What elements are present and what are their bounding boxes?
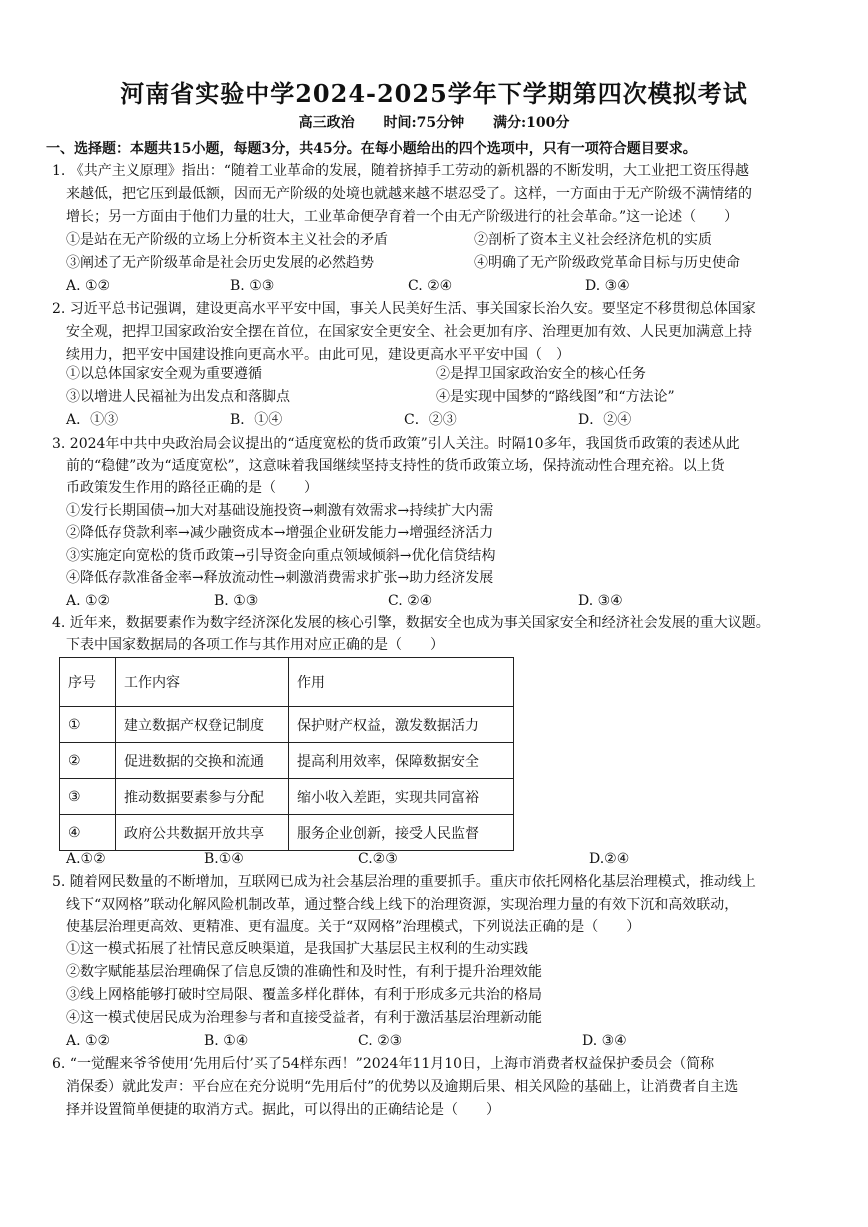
table-cell: ④ bbox=[60, 815, 116, 851]
q6-stem-line: 6. “一觉醒来爷爷使用‘先用后付’买了54样东西！”2024年11月10日，上海市消费者权益保护委员会（简称 bbox=[52, 1056, 715, 1072]
q2-option-a[interactable]: A．①③ bbox=[66, 412, 119, 428]
q2-statement-3: ③以增进人民福祉为出发点和落脚点 bbox=[66, 389, 290, 405]
q5-stem-line: 使基层治理更高效、更精准、更有温度。关于“双网格”治理模式，下列说法正确的是（ ） bbox=[66, 919, 641, 935]
table-cell: 提高利用效率，保障数据安全 bbox=[289, 743, 514, 779]
q3-option-c[interactable]: C. ②④ bbox=[388, 593, 433, 609]
q3-statement-4: ④降低存款准备金率→释放流动性→刺激消费需求扩张→助力经济发展 bbox=[66, 570, 494, 586]
q5-stem-line: 5. 随着网民数量的不断增加，互联网已成为社会基层治理的重要抓手。重庆市依托网格化基层治理模式，推动线上 bbox=[52, 874, 756, 890]
table-row bbox=[60, 815, 514, 851]
q4-option-b[interactable]: B.①④ bbox=[204, 851, 244, 867]
q3-statement-2: ②降低存贷款利率→减少融资成本→增强企业研发能力→增强经济活力 bbox=[66, 525, 494, 541]
section-heading: 一、选择题：本题共15小题，每题3分，共45分。在每小题给出的四个选项中，只有一项符合题目要求。 bbox=[46, 141, 697, 157]
table-cell: ① bbox=[60, 707, 116, 743]
q4-stem-line: 4. 近年来，数据要素作为数字经济深化发展的核心引擎，数据安全也成为事关国家安全和经济社会发展的重大议题。 bbox=[52, 615, 770, 631]
table-cell: 推动数据要素参与分配 bbox=[116, 779, 289, 815]
q1-stem-line: 增长；另一方面由于他们力量的壮大，工业革命便孕育着一个由无产阶级进行的社会革命。”这一论述（ ） bbox=[66, 209, 739, 225]
q3-option-a[interactable]: A. ①② bbox=[66, 593, 111, 609]
q2-statement-1: ①以总体国家安全观为重要遵循 bbox=[66, 366, 262, 382]
q3-option-b[interactable]: B. ①③ bbox=[214, 593, 259, 609]
q5-option-a[interactable]: A. ①② bbox=[66, 1033, 111, 1049]
q5-option-c[interactable]: C. ②③ bbox=[358, 1033, 403, 1049]
time-label: 时间:75分钟 bbox=[383, 115, 465, 131]
q3-stem-line: 3. 2024年中共中央政治局会议提出的“适度宽松的货币政策”引人关注。时隔10多年，我国货币政策的表述从此 bbox=[52, 436, 740, 452]
exam-info bbox=[0, 112, 868, 132]
q1-option-b[interactable]: B. ①③ bbox=[230, 278, 275, 294]
q3-stem-line: 币政策发生作用的路径正确的是（ ） bbox=[66, 480, 318, 496]
q2-option-d[interactable]: D．②④ bbox=[578, 412, 632, 428]
q5-option-d[interactable]: D. ③④ bbox=[582, 1033, 627, 1049]
q1-option-d[interactable]: D. ③④ bbox=[585, 278, 630, 294]
table-cell: 促进数据的交换和流通 bbox=[116, 743, 289, 779]
table-cell: 服务企业创新，接受人民监督 bbox=[289, 815, 514, 851]
q3-stem-line: 前的“稳健”改为“适度宽松”，这意味着我国继续坚持支持性的货币政策立场，保持流动性合理充裕。以上货 bbox=[66, 458, 725, 474]
table-cell: 保护财产权益，激发数据活力 bbox=[289, 707, 514, 743]
q2-stem-line: 2. 习近平总书记强调，建设更高水平平安中国，事关人民美好生活、事关国家长治久安。要坚定不移贯彻总体国家 bbox=[52, 301, 756, 317]
q4-stem-line: 下表中国家数据局的各项工作与其作用对应正确的是（ ） bbox=[66, 637, 444, 653]
q5-stem-line: 线下“双网格”联动化解风险机制改革，通过整合线上线下的治理资源，实现治理力量的有效下沉和高效联动， bbox=[66, 897, 739, 913]
q3-statement-3: ③实施定向宽松的货币政策→引导资金向重点领域倾斜→优化信贷结构 bbox=[66, 548, 496, 564]
q3-statement-1: ①发行长期国债→加大对基础设施投资→刺激有效需求→持续扩大内需 bbox=[66, 503, 494, 519]
table-cell: ② bbox=[60, 743, 116, 779]
q2-statement-4: ④是实现中国梦的“路线图”和“方法论” bbox=[436, 389, 675, 405]
q1-option-c[interactable]: C. ②④ bbox=[408, 278, 453, 294]
table-cell: 缩小收入差距，实现共同富裕 bbox=[289, 779, 514, 815]
q5-statement-1: ①这一模式拓展了社情民意反映渠道，是我国扩大基层民主权利的生动实践 bbox=[66, 941, 528, 957]
q5-statement-3: ③线上网格能够打破时空局限、覆盖多样化群体，有利于形成多元共治的格局 bbox=[66, 987, 542, 1003]
table-cell: ③ bbox=[60, 779, 116, 815]
table-cell: 建立数据产权登记制度 bbox=[116, 707, 289, 743]
table-row bbox=[60, 743, 514, 779]
table-header-cell: 工作内容 bbox=[116, 658, 289, 707]
q2-option-c[interactable]: C．②③ bbox=[404, 412, 457, 428]
data-bureau-table bbox=[59, 657, 514, 851]
table-header-row bbox=[60, 658, 514, 707]
q4-option-d[interactable]: D.②④ bbox=[589, 851, 630, 867]
q6-stem-line: 消保委）就此发声：平台应在充分说明“先用后付”的优势以及逾期后果、相关风险的基础上，让消费者自主选 bbox=[66, 1079, 739, 1095]
q1-statement-2: ②剖析了资本主义社会经济危机的实质 bbox=[474, 232, 712, 248]
q2-stem-line: 续用力，把平安中国建设推向更高水平。由此可见，建设更高水平平安中国（ ） bbox=[66, 347, 570, 363]
q5-statement-4: ④这一模式使居民成为治理参与者和直接受益者，有利于激活基层治理新动能 bbox=[66, 1010, 542, 1026]
q2-stem-line: 安全观，把捍卫国家政治安全摆在首位，在国家安全更安全、社会更加有序、治理更加有效、人民更加满意上持 bbox=[66, 324, 752, 340]
table-cell: 政府公共数据开放共享 bbox=[116, 815, 289, 851]
q2-option-b[interactable]: B．①④ bbox=[230, 412, 283, 428]
score-label: 满分:100分 bbox=[493, 115, 570, 131]
q1-statement-3: ③阐述了无产阶级革命是社会历史发展的必然趋势 bbox=[66, 255, 374, 271]
q1-statement-1: ①是站在无产阶级的立场上分析资本主义社会的矛盾 bbox=[66, 232, 388, 248]
q5-option-b[interactable]: B. ①④ bbox=[204, 1033, 249, 1049]
table-row bbox=[60, 779, 514, 815]
q5-statement-2: ②数字赋能基层治理确保了信息反馈的准确性和及时性，有利于提升治理效能 bbox=[66, 964, 542, 980]
q1-statement-4: ④明确了无产阶级政党革命目标与历史使命 bbox=[474, 255, 740, 271]
q2-statement-2: ②是捍卫国家政治安全的核心任务 bbox=[436, 366, 646, 382]
q4-option-a[interactable]: A.①② bbox=[66, 851, 106, 867]
table-header-cell: 序号 bbox=[60, 658, 116, 707]
table-row bbox=[60, 707, 514, 743]
q1-option-a[interactable]: A. ①② bbox=[66, 278, 111, 294]
q6-stem-line: 择并设置简单便捷的取消方式。据此，可以得出的正确结论是（ ） bbox=[66, 1102, 500, 1118]
table-header-cell: 作用 bbox=[289, 658, 514, 707]
q1-stem-line: 来越低，把它压到最低额，因而无产阶级的处境也就越来越不堪忍受了。这样，一方面由于无产阶级不满情绪的 bbox=[66, 186, 752, 202]
subject-label: 高三政治 bbox=[298, 115, 355, 131]
q1-stem-line: 1. 《共产主义原理》指出：“随着工业革命的发展，随着挤掉手工劳动的新机器的不断发明，大工业把工资压得越 bbox=[52, 163, 749, 179]
q4-option-c[interactable]: C.②③ bbox=[358, 851, 398, 867]
q3-option-d[interactable]: D. ③④ bbox=[578, 593, 623, 609]
exam-title: 河南省实验中学2024-2025学年下学期第四次模拟考试 bbox=[120, 79, 748, 108]
